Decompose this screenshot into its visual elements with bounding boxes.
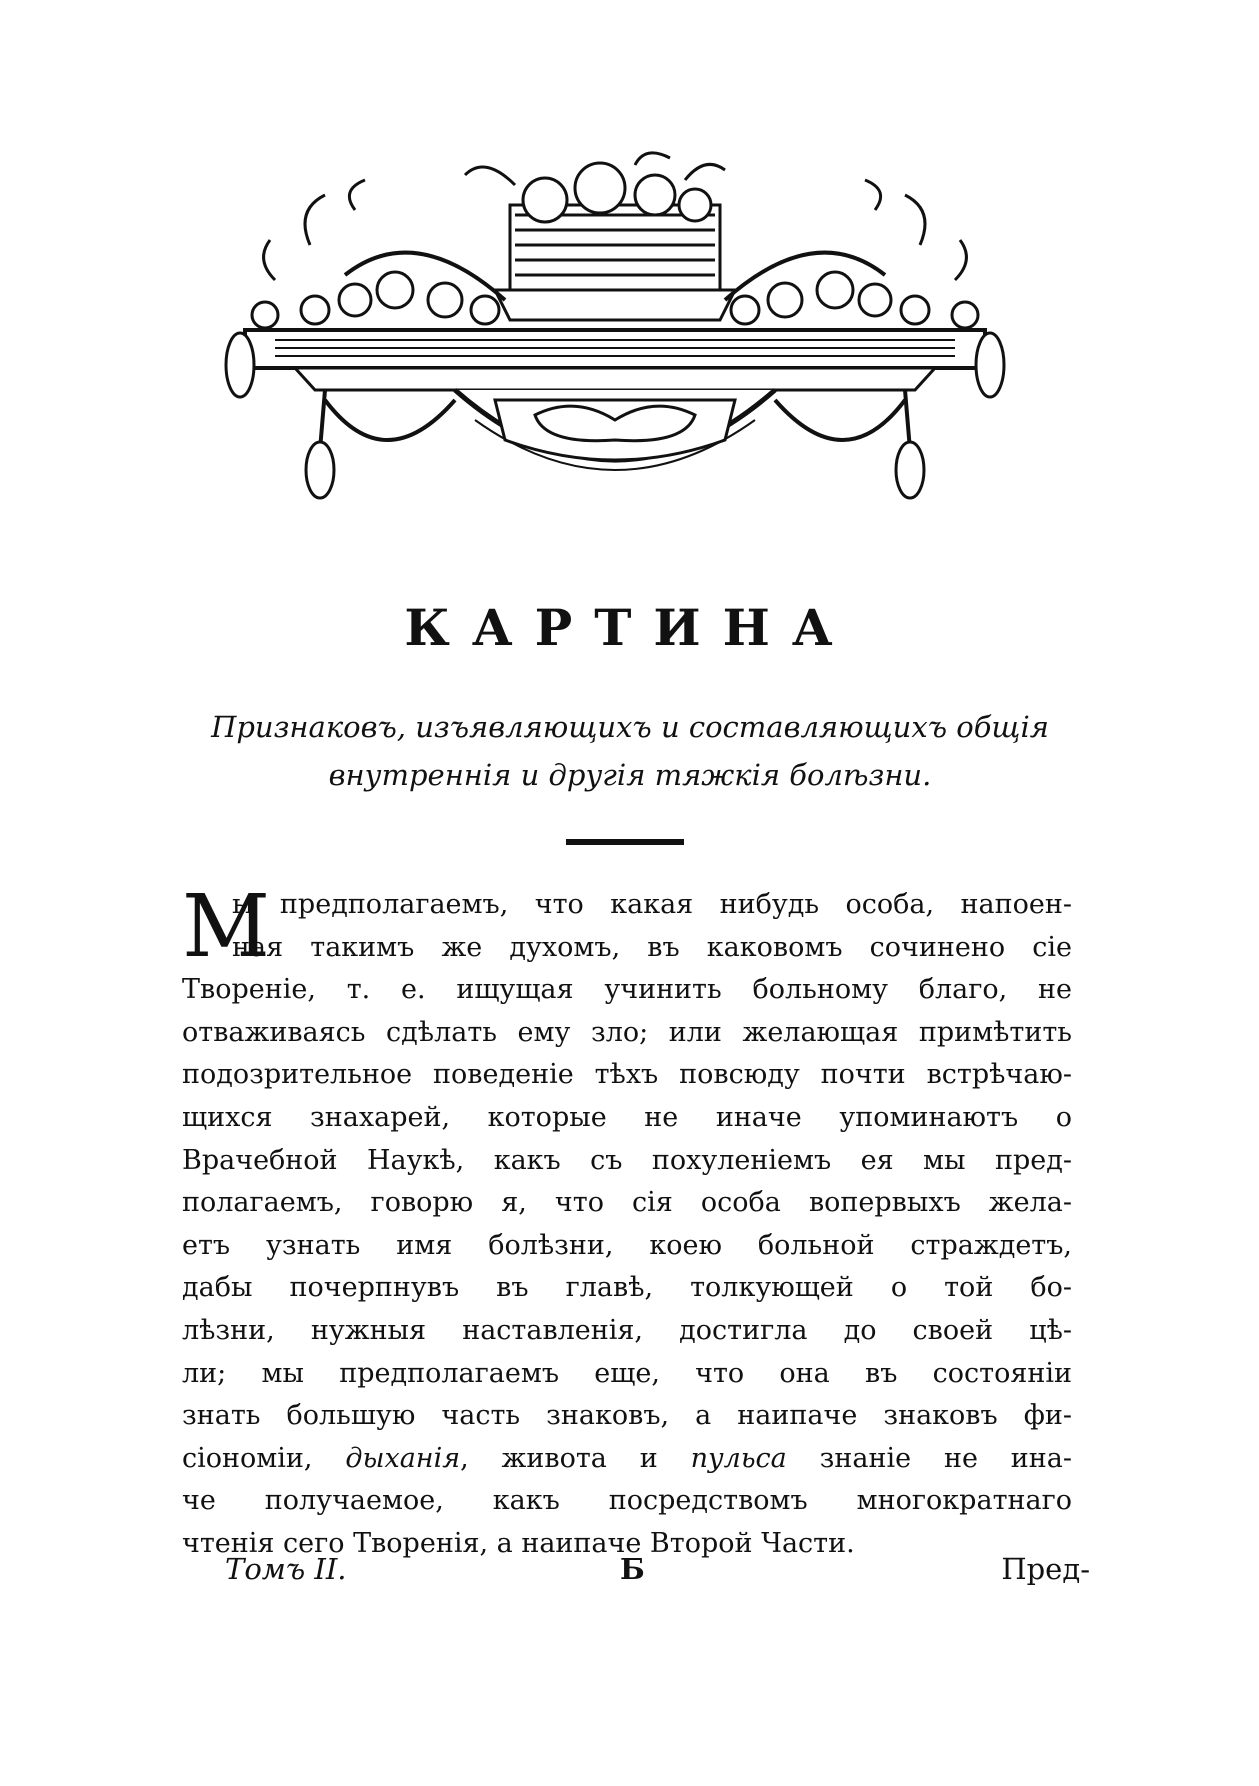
volume-label: Томъ II. [225, 1552, 347, 1586]
text-line: Твореніе, т. е. ищущая учинить больному благо, не [182, 974, 1072, 1006]
text-line: Врачебной Наукѣ, какъ съ похуленіемъ ея мы пред- [182, 1144, 1072, 1176]
page-footer [225, 1552, 1090, 1602]
text-line: отваживаясь сдѣлать ему зло; или желающая примѣтить [182, 1016, 1072, 1048]
text-line: лѣзни, нужныя наставленія, достигла до своей цѣ- [182, 1314, 1072, 1346]
text-segment: , живота и [460, 1442, 691, 1474]
subtitle-line: внутреннія и другія тяжкія болѣзни. [328, 758, 932, 792]
text-line [182, 1438, 1072, 1481]
text-line: подозрительное поведеніе тѣхъ повсюду почти встрѣчаю- [182, 1059, 1072, 1091]
text-line: знать большую часть знаковъ, а наипаче знаковъ фи- [182, 1400, 1072, 1432]
divider-rule [566, 839, 684, 845]
subtitle-line: Признаковъ, изъявляющихъ и составляющихъ общія [211, 710, 1049, 744]
page-title: КАРТИНА [404, 598, 855, 657]
subtitle [150, 703, 1110, 799]
text-segment: знаніе не ина- [786, 1442, 1072, 1474]
drop-cap: М [182, 877, 271, 977]
italic-term: дыханія [345, 1442, 461, 1474]
text-line: щихся знахарей, которые не иначе упоминаютъ о [182, 1101, 1072, 1133]
text-line: етъ узнать имя болѣзни, коею больной страждетъ, [182, 1229, 1072, 1261]
text-line: ли; мы предполагаемъ еще, что она въ состояніи [182, 1357, 1072, 1389]
text-segment: сіономіи, [182, 1442, 346, 1474]
signature-mark: Б [620, 1552, 645, 1586]
body-paragraph [182, 877, 1072, 1566]
text-line: ы предполагаемъ, что какая нибудь особа, напоен- [232, 889, 1072, 920]
catchword: Пред- [1001, 1552, 1090, 1586]
text-line: дабы почерпнувъ въ главѣ, толкующей о той бо- [182, 1272, 1072, 1304]
text-line: ная такимъ же духомъ, въ каковомъ сочинено сіе [232, 931, 1072, 963]
text-line: чтенія сего Творенія, а наипаче Второй Части. [182, 1527, 855, 1559]
text-line: полагаемъ, говорю я, что сія особа вопервыхъ жела- [182, 1187, 1072, 1219]
vignette-ornament [215, 150, 1015, 550]
text-line: че получаемое, какъ посредствомъ многократнаго [182, 1485, 1072, 1517]
italic-term: пульса [690, 1442, 787, 1474]
